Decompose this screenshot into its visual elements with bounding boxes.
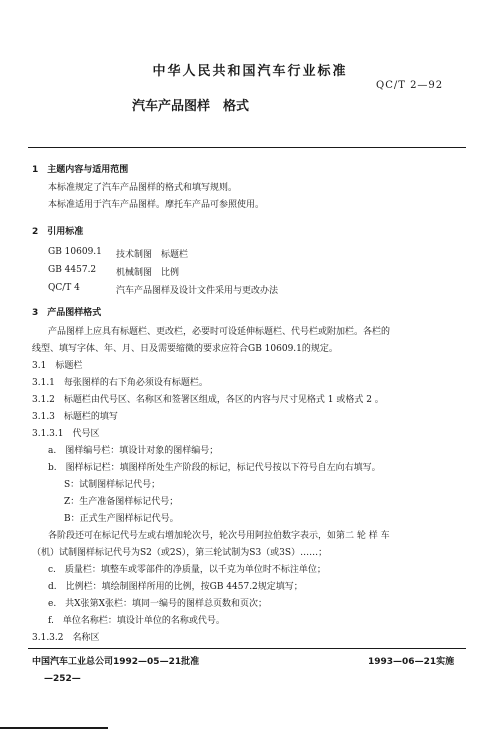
reference-name: 机械制图 比例 xyxy=(116,268,180,278)
section-3-intro-line: 线型、填写字体、年、月、日及需要缩微的要求应符合GB 10609.1的规定。 xyxy=(32,344,338,354)
section-2-heading: 2 引用标准 xyxy=(32,227,84,237)
item-a: a. 图样编号栏：填设计对象的图样编号； xyxy=(48,446,219,456)
reference-code: GB 4457.2 xyxy=(48,265,97,275)
standard-title: 中华人民共和国汽车行业标准 xyxy=(152,64,348,79)
bottom-rule xyxy=(28,648,466,649)
item-f: f. 单位名称栏：填设计单位的名称或代号。 xyxy=(48,616,225,626)
clause-3-1-3: 3.1.3 标题栏的填写 xyxy=(32,412,118,422)
clause-3-1-2: 3.1.2 标题栏由代号区、名称区和签署区组成，各区的内容与尺寸见格式 1 或格式 2 。 xyxy=(32,395,384,405)
reference-code: GB 10609.1 xyxy=(48,247,102,257)
clause-3-1-3-1: 3.1.3.1 代号区 xyxy=(32,429,100,439)
section-3-heading: 3 产品图样格式 xyxy=(32,308,102,318)
reference-name: 汽车产品图样及设计文件采用与更改办法 xyxy=(116,286,279,296)
implementation-date: 1993—06—21实施 xyxy=(368,657,455,667)
item-e: e. 共X张第X张栏：填同一编号的图样总页数和页次； xyxy=(48,599,268,609)
section-1-line: 本标准规定了汽车产品图样的格式和填写规则。 xyxy=(48,183,238,193)
section-1-heading: 1 主题内容与适用范围 xyxy=(32,165,129,175)
standard-number: QC/T 2—92 xyxy=(376,80,444,91)
item-c: c. 质量栏：填整车或零部件的净质量，以千克为单位时不标注单位； xyxy=(48,565,326,575)
round-number-note: 各阶段还可在标记代号左或右增加轮次号，轮次号用阿拉伯数字表示，如第二 轮 样 车 xyxy=(48,531,390,541)
clause-3-1: 3.1 标题栏 xyxy=(32,361,83,371)
section-3-intro-line: 产品图样上应具有标题栏、更改栏，必要时可设延伸标题栏、代号栏或附加栏。各栏的 xyxy=(48,327,391,337)
reference-name: 技术制图 标题栏 xyxy=(116,250,189,260)
top-rule xyxy=(28,147,466,148)
mark-code-z: Z：生产准备图样标记代号； xyxy=(64,497,179,507)
approval-date: 中国汽车工业总公司1992—05—21批准 xyxy=(32,657,200,667)
document-title: 汽车产品图样 格式 xyxy=(132,99,250,114)
item-b: b. 图样标记栏：填图样所处生产阶段的标记，标记代号按以下符号自左向右填写。 xyxy=(48,463,381,473)
clause-3-1-3-2: 3.1.3.2 名称区 xyxy=(32,633,100,643)
item-d: d. 比例栏：填绘制图样所用的比例，按GB 4457.2规定填写； xyxy=(48,582,303,592)
mark-code-b: B：正式生产图样标记代号。 xyxy=(64,514,179,524)
round-number-note: （机）试制图样标记代号为S2（或2S），第三轮试制为S3（或3S）……； xyxy=(32,548,328,558)
reference-code: QC/T 4 xyxy=(48,283,80,293)
clause-3-1-1: 3.1.1 每张图样的右下角必须设有标题栏。 xyxy=(32,378,208,388)
mark-code-s: S：试制图样标记代号； xyxy=(64,480,161,490)
section-1-line: 本标准适用于汽车产品图样。摩托车产品可参照使用。 xyxy=(48,200,265,210)
page-number: —252— xyxy=(44,674,81,684)
scan-edge-line xyxy=(0,727,108,729)
